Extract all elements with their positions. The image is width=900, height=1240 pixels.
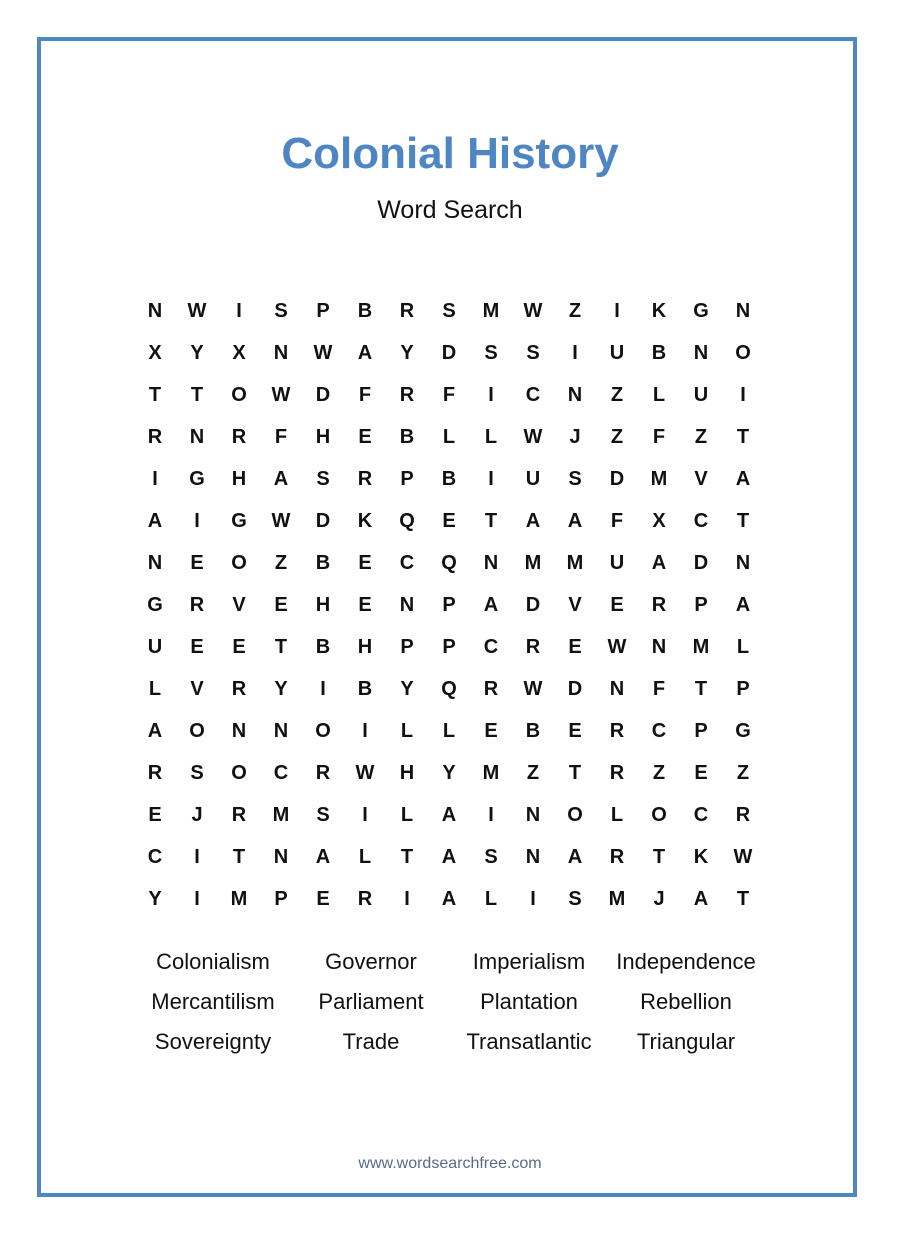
grid-cell: I <box>320 677 326 700</box>
grid-cell: L <box>736 635 750 658</box>
grid-cell: A <box>273 467 289 490</box>
grid-cell: Z <box>694 425 708 448</box>
grid-cell: A <box>147 509 163 532</box>
grid-cell: P <box>442 635 456 658</box>
grid-cell: L <box>484 887 498 910</box>
grid-cell: P <box>316 299 330 322</box>
grid-cell: R <box>231 677 247 700</box>
grid-cell: H <box>399 761 415 784</box>
grid-row <box>134 584 764 626</box>
grid-cell: B <box>525 719 541 742</box>
grid-cell: K <box>693 845 709 868</box>
grid-cell: Z <box>610 383 624 406</box>
grid-cell: S <box>484 845 498 868</box>
grid-cell: A <box>525 509 541 532</box>
grid-cell: R <box>609 719 625 742</box>
grid-cell: B <box>441 467 457 490</box>
grid-cell: R <box>609 845 625 868</box>
grid-cell: X <box>652 509 666 532</box>
grid-cell: L <box>442 719 456 742</box>
grid-cell: N <box>483 551 499 574</box>
grid-cell: Y <box>400 677 414 700</box>
grid-cell: I <box>572 341 578 364</box>
grid-cell: A <box>735 467 751 490</box>
grid-cell: B <box>357 677 373 700</box>
grid-cell: W <box>187 299 207 322</box>
grid-cell: F <box>652 677 666 700</box>
word-list-item: Plantation <box>480 989 578 1014</box>
grid-cell: W <box>355 761 375 784</box>
grid-cell: R <box>483 677 499 700</box>
grid-cell: M <box>692 635 710 658</box>
grid-cell: A <box>567 509 583 532</box>
grid-cell: G <box>231 509 247 532</box>
grid-cell: O <box>651 803 667 826</box>
grid-cell: N <box>273 341 289 364</box>
grid-cell: W <box>523 425 543 448</box>
grid-cell: N <box>147 299 163 322</box>
grid-cell: P <box>442 593 456 616</box>
grid-cell: A <box>315 845 331 868</box>
grid-cell: D <box>525 593 541 616</box>
grid-cell: E <box>316 887 330 910</box>
grid-cell: R <box>147 761 163 784</box>
grid-cell: I <box>740 383 746 406</box>
grid-cell: U <box>609 551 625 574</box>
grid-cell: Z <box>568 299 582 322</box>
grid-cell: U <box>609 341 625 364</box>
grid-cell: D <box>567 677 583 700</box>
grid-cell: T <box>232 845 246 868</box>
word-list-item: Colonialism <box>156 949 270 974</box>
grid-cell: I <box>194 509 200 532</box>
grid-row <box>134 500 764 542</box>
grid-cell: O <box>231 551 247 574</box>
grid-cell: B <box>315 551 331 574</box>
grid-cell: N <box>399 593 415 616</box>
grid-cell: W <box>271 383 291 406</box>
grid-cell: C <box>399 551 415 574</box>
grid-cell: F <box>652 425 666 448</box>
grid-cell: H <box>357 635 373 658</box>
grid-cell: T <box>400 845 414 868</box>
grid-cell: Y <box>274 677 288 700</box>
grid-cell: T <box>736 509 750 532</box>
page-title: Colonial History <box>281 129 619 178</box>
grid-cell: Z <box>526 761 540 784</box>
grid-cell: N <box>273 845 289 868</box>
grid-cell: E <box>148 803 162 826</box>
grid-cell: B <box>399 425 415 448</box>
grid-cell: B <box>651 341 667 364</box>
grid-cell: E <box>358 551 372 574</box>
grid-cell: I <box>362 719 368 742</box>
grid-cell: I <box>614 299 620 322</box>
grid-cell: L <box>484 425 498 448</box>
grid-cell: O <box>735 341 751 364</box>
grid-cell: C <box>651 719 667 742</box>
grid-cell: H <box>315 593 331 616</box>
grid-cell: C <box>525 383 541 406</box>
grid-cell: A <box>441 845 457 868</box>
grid-cell: M <box>482 761 500 784</box>
grid-cell: M <box>566 551 584 574</box>
grid-cell: T <box>736 425 750 448</box>
grid-cell: I <box>488 803 494 826</box>
grid-cell: N <box>231 719 247 742</box>
grid-row <box>134 836 764 878</box>
grid-cell: R <box>231 425 247 448</box>
word-list <box>134 942 764 1062</box>
grid-cell: G <box>735 719 751 742</box>
grid-cell: N <box>735 551 751 574</box>
grid-cell: D <box>441 341 457 364</box>
grid-cell: E <box>190 635 204 658</box>
word-list-item: Rebellion <box>640 989 732 1014</box>
grid-cell: F <box>442 383 456 406</box>
page-subtitle: Word Search <box>377 196 523 224</box>
grid-cell: F <box>610 509 624 532</box>
grid-cell: L <box>358 845 372 868</box>
grid-cell: C <box>147 845 163 868</box>
grid-cell: I <box>152 467 158 490</box>
grid-cell: I <box>488 467 494 490</box>
grid-cell: U <box>147 635 163 658</box>
word-list-item: Independence <box>616 949 756 974</box>
grid-row <box>134 332 764 374</box>
grid-cell: P <box>736 677 750 700</box>
grid-cell: L <box>610 803 624 826</box>
grid-cell: W <box>523 677 543 700</box>
grid-cell: P <box>400 635 414 658</box>
grid-cell: F <box>274 425 288 448</box>
grid-cell: Y <box>400 341 414 364</box>
grid-cell: E <box>610 593 624 616</box>
grid-cell: X <box>148 341 162 364</box>
word-list-item: Governor <box>325 949 417 974</box>
grid-cell: A <box>147 719 163 742</box>
grid-cell: I <box>194 845 200 868</box>
grid-cell: P <box>694 719 708 742</box>
grid-cell: R <box>315 761 331 784</box>
grid-cell: K <box>651 299 667 322</box>
grid-cell: B <box>357 299 373 322</box>
grid-cell: Y <box>442 761 456 784</box>
grid-cell: R <box>147 425 163 448</box>
grid-cell: N <box>147 551 163 574</box>
grid-cell: L <box>442 425 456 448</box>
grid-cell: X <box>232 341 246 364</box>
grid-cell: G <box>693 299 709 322</box>
grid-cell: E <box>442 509 456 532</box>
grid-cell: V <box>568 593 582 616</box>
grid-cell: V <box>694 467 708 490</box>
grid-cell: M <box>230 887 248 910</box>
grid-cell: E <box>568 635 582 658</box>
grid-cell: D <box>315 509 331 532</box>
grid-cell: Z <box>610 425 624 448</box>
grid-cell: R <box>735 803 751 826</box>
grid-cell: N <box>189 425 205 448</box>
grid-cell: Q <box>441 677 457 700</box>
grid-row <box>134 290 764 332</box>
grid-cell: T <box>568 761 582 784</box>
grid-cell: J <box>653 887 665 910</box>
grid-cell: R <box>525 635 541 658</box>
grid-cell: R <box>357 887 373 910</box>
grid-cell: T <box>274 635 288 658</box>
grid-cell: J <box>569 425 581 448</box>
grid-row <box>134 878 764 920</box>
grid-cell: E <box>274 593 288 616</box>
grid-row <box>134 542 764 584</box>
grid-cell: E <box>694 761 708 784</box>
grid-cell: S <box>442 299 456 322</box>
grid-cell: V <box>190 677 204 700</box>
grid-cell: N <box>735 299 751 322</box>
grid-cell: A <box>651 551 667 574</box>
grid-cell: S <box>190 761 204 784</box>
grid-cell: P <box>694 593 708 616</box>
grid-cell: E <box>358 593 372 616</box>
grid-cell: S <box>526 341 540 364</box>
grid-cell: H <box>315 425 331 448</box>
grid-cell: N <box>567 383 583 406</box>
grid-cell: O <box>189 719 205 742</box>
grid-cell: G <box>189 467 205 490</box>
grid-cell: F <box>358 383 372 406</box>
grid-cell: W <box>313 341 333 364</box>
grid-cell: E <box>484 719 498 742</box>
grid-cell: R <box>651 593 667 616</box>
grid-cell: E <box>232 635 246 658</box>
grid-cell: A <box>567 845 583 868</box>
grid-cell: A <box>441 887 457 910</box>
word-list-item: Transatlantic <box>466 1029 592 1054</box>
word-list-item: Mercantilism <box>151 989 275 1014</box>
grid-cell: W <box>523 299 543 322</box>
grid-cell: O <box>567 803 583 826</box>
grid-row <box>134 794 764 836</box>
grid-cell: D <box>693 551 709 574</box>
grid-cell: M <box>482 299 500 322</box>
grid-cell: N <box>651 635 667 658</box>
grid-cell: A <box>441 803 457 826</box>
grid-cell: T <box>148 383 162 406</box>
grid-cell: A <box>693 887 709 910</box>
grid-cell: S <box>484 341 498 364</box>
grid-cell: R <box>399 383 415 406</box>
grid-cell: I <box>194 887 200 910</box>
grid-cell: Q <box>399 509 415 532</box>
grid-row <box>134 668 764 710</box>
grid-cell: Y <box>190 341 204 364</box>
grid-cell: A <box>357 341 373 364</box>
grid-cell: I <box>362 803 368 826</box>
grid-cell: Z <box>652 761 666 784</box>
footer-url: www.wordsearchfree.com <box>358 1155 542 1172</box>
grid-cell: T <box>190 383 204 406</box>
grid-cell: U <box>525 467 541 490</box>
grid-cell: R <box>609 761 625 784</box>
grid-cell: B <box>315 635 331 658</box>
grid-cell: S <box>316 467 330 490</box>
grid-cell: R <box>399 299 415 322</box>
grid-cell: P <box>274 887 288 910</box>
grid-cell: N <box>525 803 541 826</box>
grid-row <box>134 416 764 458</box>
grid-cell: M <box>650 467 668 490</box>
grid-cell: O <box>231 761 247 784</box>
grid-cell: Z <box>274 551 288 574</box>
grid-cell: N <box>525 845 541 868</box>
grid-cell: V <box>232 593 246 616</box>
grid-cell: C <box>693 509 709 532</box>
word-list-item: Sovereignty <box>154 1029 272 1054</box>
grid-cell: T <box>736 887 750 910</box>
grid-cell: N <box>693 341 709 364</box>
grid-cell: H <box>231 467 247 490</box>
grid-cell: O <box>315 719 331 742</box>
grid-cell: O <box>231 383 247 406</box>
grid-cell: S <box>316 803 330 826</box>
grid-cell: R <box>357 467 373 490</box>
grid-cell: L <box>652 383 666 406</box>
grid-cell: A <box>483 593 499 616</box>
grid-cell: E <box>358 425 372 448</box>
grid-cell: L <box>400 803 414 826</box>
grid-cell: M <box>608 887 626 910</box>
grid-cell: M <box>272 803 290 826</box>
grid-row <box>134 626 764 668</box>
grid-cell: S <box>274 299 288 322</box>
grid-cell: K <box>357 509 373 532</box>
grid-cell: I <box>530 887 536 910</box>
grid-cell: L <box>148 677 162 700</box>
grid-cell: I <box>404 887 410 910</box>
letter-grid <box>134 290 764 920</box>
grid-cell: W <box>733 845 753 868</box>
grid-cell: N <box>609 677 625 700</box>
grid-cell: E <box>190 551 204 574</box>
grid-cell: D <box>609 467 625 490</box>
grid-cell: S <box>568 887 582 910</box>
grid-cell: Y <box>148 887 162 910</box>
grid-cell: P <box>400 467 414 490</box>
grid-row <box>134 458 764 500</box>
grid-cell: Z <box>736 761 750 784</box>
grid-cell: Q <box>441 551 457 574</box>
grid-cell: S <box>568 467 582 490</box>
grid-cell: C <box>483 635 499 658</box>
grid-cell: R <box>189 593 205 616</box>
word-list-item: Imperialism <box>472 949 586 974</box>
grid-cell: D <box>315 383 331 406</box>
grid-cell: L <box>400 719 414 742</box>
grid-cell: G <box>147 593 163 616</box>
grid-cell: M <box>524 551 542 574</box>
grid-cell: E <box>568 719 582 742</box>
grid-cell: I <box>236 299 242 322</box>
word-list-item: Parliament <box>318 989 424 1014</box>
grid-cell: A <box>735 593 751 616</box>
grid-cell: C <box>273 761 289 784</box>
grid-cell: T <box>484 509 498 532</box>
grid-cell: N <box>273 719 289 742</box>
grid-cell: C <box>693 803 709 826</box>
grid-cell: I <box>488 383 494 406</box>
word-list-item: Triangular <box>636 1029 736 1054</box>
grid-cell: W <box>607 635 627 658</box>
grid-cell: T <box>694 677 708 700</box>
grid-cell: T <box>652 845 666 868</box>
word-list-item: Trade <box>342 1029 400 1054</box>
grid-cell: W <box>271 509 291 532</box>
grid-row <box>134 752 764 794</box>
grid-row <box>134 710 764 752</box>
grid-row <box>134 374 764 416</box>
grid-cell: J <box>191 803 203 826</box>
grid-cell: R <box>231 803 247 826</box>
grid-cell: U <box>693 383 709 406</box>
